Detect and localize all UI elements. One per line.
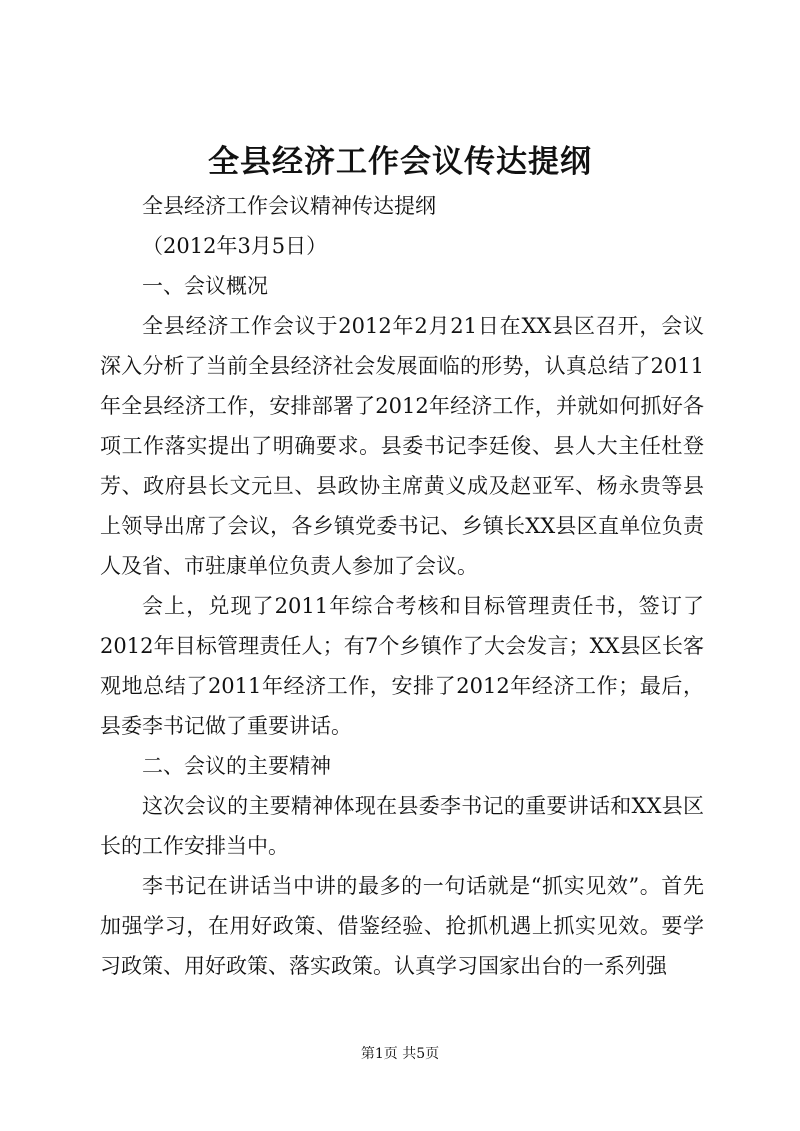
subtitle-paragraph: 全县经济工作会议精神传达提纲: [142, 194, 436, 218]
date-paragraph: （2012年3月5日）: [142, 234, 328, 258]
section-heading-overview: 一、会议概况: [142, 274, 268, 298]
body-paragraph: 李书记在讲话当中讲的最多的一句话就是“抓实见效”。首先加强学习，在用好政策、借鉴经验、抢抓机遇上抓实见效。要学习政策、用好政策、落实政策。认真学习国家出台的一系列强: [100, 874, 704, 978]
document-body: [100, 186, 704, 986]
body-paragraph: 会上，兑现了2011年综合考核和目标管理责任书，签订了2012年目标管理责任人；有7个乡镇作了大会发言；XX县区长客观地总结了2011年经济工作，安排了2012年经济工作；最后，县委李书记做了重要讲话。: [100, 594, 704, 738]
body-paragraph: 这次会议的主要精神体现在县委李书记的重要讲话和XX县区长的工作安排当中。: [100, 794, 704, 858]
page-footer: 第1页 共5页: [360, 1046, 440, 1062]
section-heading-main-spirit: 二、会议的主要精神: [142, 754, 331, 778]
body-paragraph: 全县经济工作会议于2012年2月21日在XX县区召开，会议深入分析了当前全县经济社会发展面临的形势，认真总结了2011年全县经济工作，安排部署了2012年经济工作，并就如何抓好各项工作落实提出了明确要求。县委书记李廷俊、县人大主任杜登芳、政府县长文元旦、县政协主席黄义成及赵亚军、杨永贵等县上领导出席了会议，各乡镇党委书记、乡镇长XX县区直单位负责人及省、市驻康单位负责人参加了会议。: [100, 314, 704, 578]
document-title: 全县经济工作会议传达提纲: [208, 144, 592, 180]
